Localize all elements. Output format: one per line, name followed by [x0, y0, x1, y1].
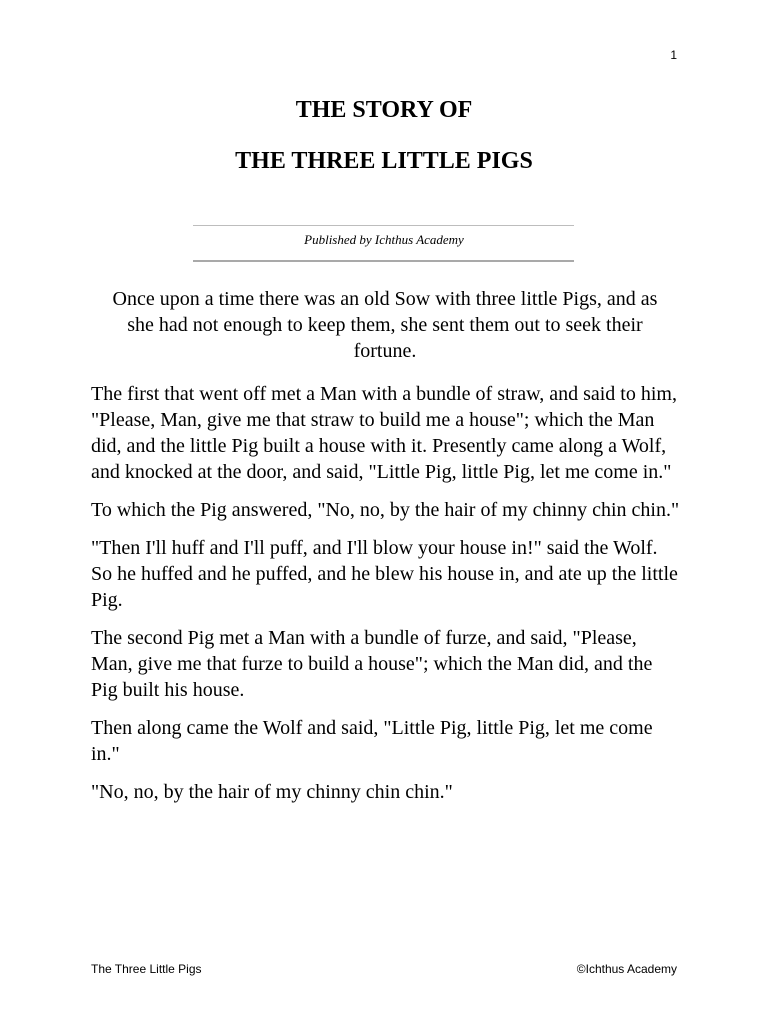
publisher-credit: Published by Ichthus Academy: [304, 232, 464, 247]
story-paragraph: The first that went off met a Man with a bundle of straw, and said to him, "Please, Man, give me that straw to build me a house"; which the Man did, and the little Pig built a house with it. Presently came along a Wolf, and knocked at the door, and said, "Little Pig, little Pig, let me come in.": [91, 383, 677, 483]
story-paragraph: The second Pig met a Man with a bundle of furze, and said, "Please, Man, give me that furze to build a house"; which the Man did, and the Pig built his house.: [91, 627, 653, 701]
story-paragraph: "No, no, by the hair of my chinny chin chin.": [91, 781, 453, 803]
footer-copyright: ©Ichthus Academy: [576, 962, 677, 976]
page-title-line-2: THE THREE LITTLE PIGS: [235, 148, 533, 174]
page-title-line-1: THE STORY OF: [295, 97, 473, 123]
story-paragraph: Then along came the Wolf and said, "Little Pig, little Pig, let me come in.": [91, 717, 653, 765]
footer-title: The Three Little Pigs: [91, 962, 202, 976]
intro-paragraph: Once upon a time there was an old Sow with three little Pigs, and as she had not enough to keep them, she sent them out to seek their fortune.: [112, 288, 658, 362]
divider-top: [193, 225, 574, 226]
page-number: 1: [670, 48, 677, 62]
divider-bottom: [193, 260, 574, 262]
story-paragraph: "Then I'll huff and I'll puff, and I'll blow your house in!" said the Wolf. So he huffed and he puffed, and he blew his house in, and ate up the little Pig.: [91, 537, 678, 611]
story-paragraph: To which the Pig answered, "No, no, by the hair of my chinny chin chin.": [91, 499, 680, 521]
story-body: [91, 381, 681, 817]
